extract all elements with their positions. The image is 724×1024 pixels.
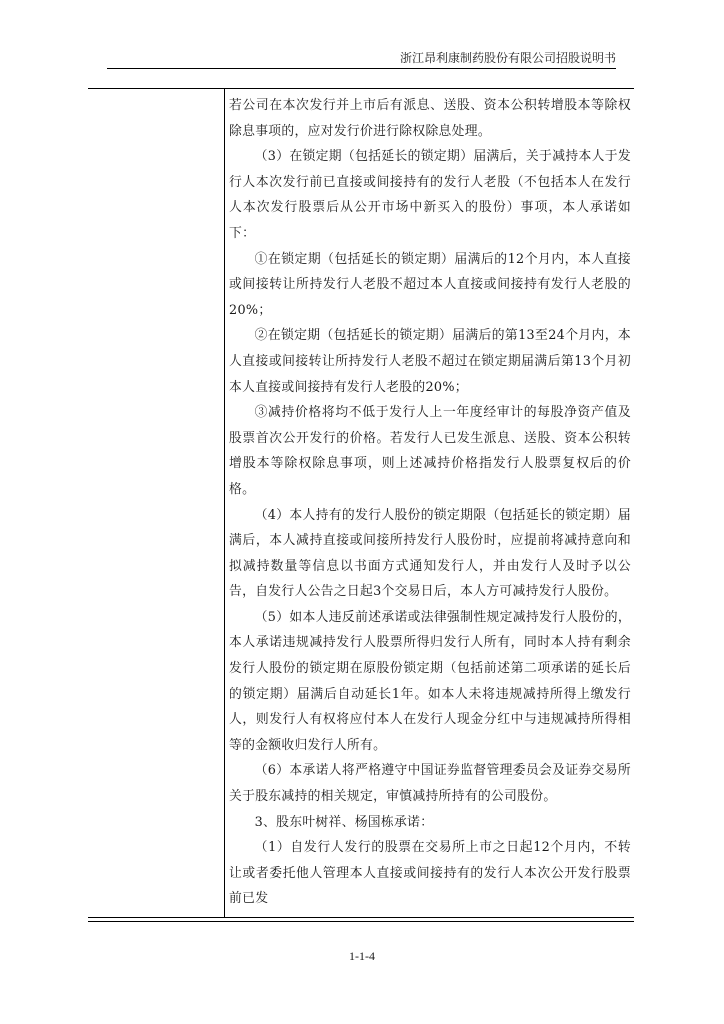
paragraph: （4）本人持有的发行人股份的锁定期限（包括延长的锁定期）届满后，本人减持直接或间接所持发行人股份时，应提前将减持意向和拟减持数量等信息以书面方式通知发行人，并由发行人及时予以公告，自发行人公告之日起3个交易日后，本人方可减持发行人股份。 bbox=[229, 507, 631, 600]
paragraph: ①在锁定期（包括延长的锁定期）届满后的12个月内，本人直接或间接转让所持发行人老股不超过本人直接或间接持有发行人老股的20%； bbox=[229, 251, 631, 318]
paragraph: （5）如本人违反前述承诺或法律强制性规定减持发行人股份的，本人承诺违规减持发行人股票所得归发行人所有，同时本人持有剩余发行人股份的锁定期在原股份锁定期（包括前述第二项承诺的延长后的锁定期）届满后自动延长1年。如本人未将违规减持所得上缴发行人，则发行人有权将应付本人在发行人现金分红中与违规减持所得相等的金额收归发行人所有。 bbox=[229, 609, 631, 753]
paragraph: （1）自发行人发行的股票在交易所上市之日起12个月内，不转让或者委托他人管理本人直接或间接持有的发行人本次公开发行股票前已发 bbox=[229, 840, 631, 907]
document-header-title: 浙江昂利康制药股份有限公司招股说明书 bbox=[399, 51, 616, 65]
paragraph: ②在锁定期（包括延长的锁定期）届满后的第13至24个月内，本人直接或间接转让所持发行人老股不超过在锁定期届满后第13个月初本人直接或间接持有发行人老股的20%； bbox=[229, 328, 631, 395]
paragraph: （3）在锁定期（包括延长的锁定期）届满后，关于减持本人于发行人本次发行前已直接或间接持有的发行人老股（不包括本人在发行人本次发行股票后从公开市场中新买入的股份）事项，本人承诺如下： bbox=[229, 149, 631, 241]
table-column-divider bbox=[224, 89, 225, 918]
table-top-border bbox=[88, 88, 634, 89]
page-number: 1-1-4 bbox=[349, 949, 375, 963]
table-bottom-border bbox=[88, 917, 634, 918]
header-divider bbox=[107, 68, 616, 69]
paragraph: 若公司在本次发行并上市后有派息、送股、资本公积转增股本等除权除息事项的，应对发行价进行除权除息处理。 bbox=[229, 98, 631, 139]
table-bottom-border-double bbox=[88, 921, 634, 922]
commitment-text-cell bbox=[229, 93, 631, 912]
paragraph: 3、股东叶树祥、杨国栋承诺： bbox=[254, 814, 434, 830]
paragraph: （6）本承诺人将严格遵守中国证券监督管理委员会及证券交易所关于股东减持的相关规定，审慎减持所持有的公司股份。 bbox=[229, 763, 631, 805]
paragraph: ③减持价格将均不低于发行人上一年度经审计的每股净资产值及股票首次公开发行的价格。若发行人已发生派息、送股、资本公积转增股本等除权除息事项，则上述减持价格指发行人股票复权后的价格。 bbox=[229, 405, 631, 497]
